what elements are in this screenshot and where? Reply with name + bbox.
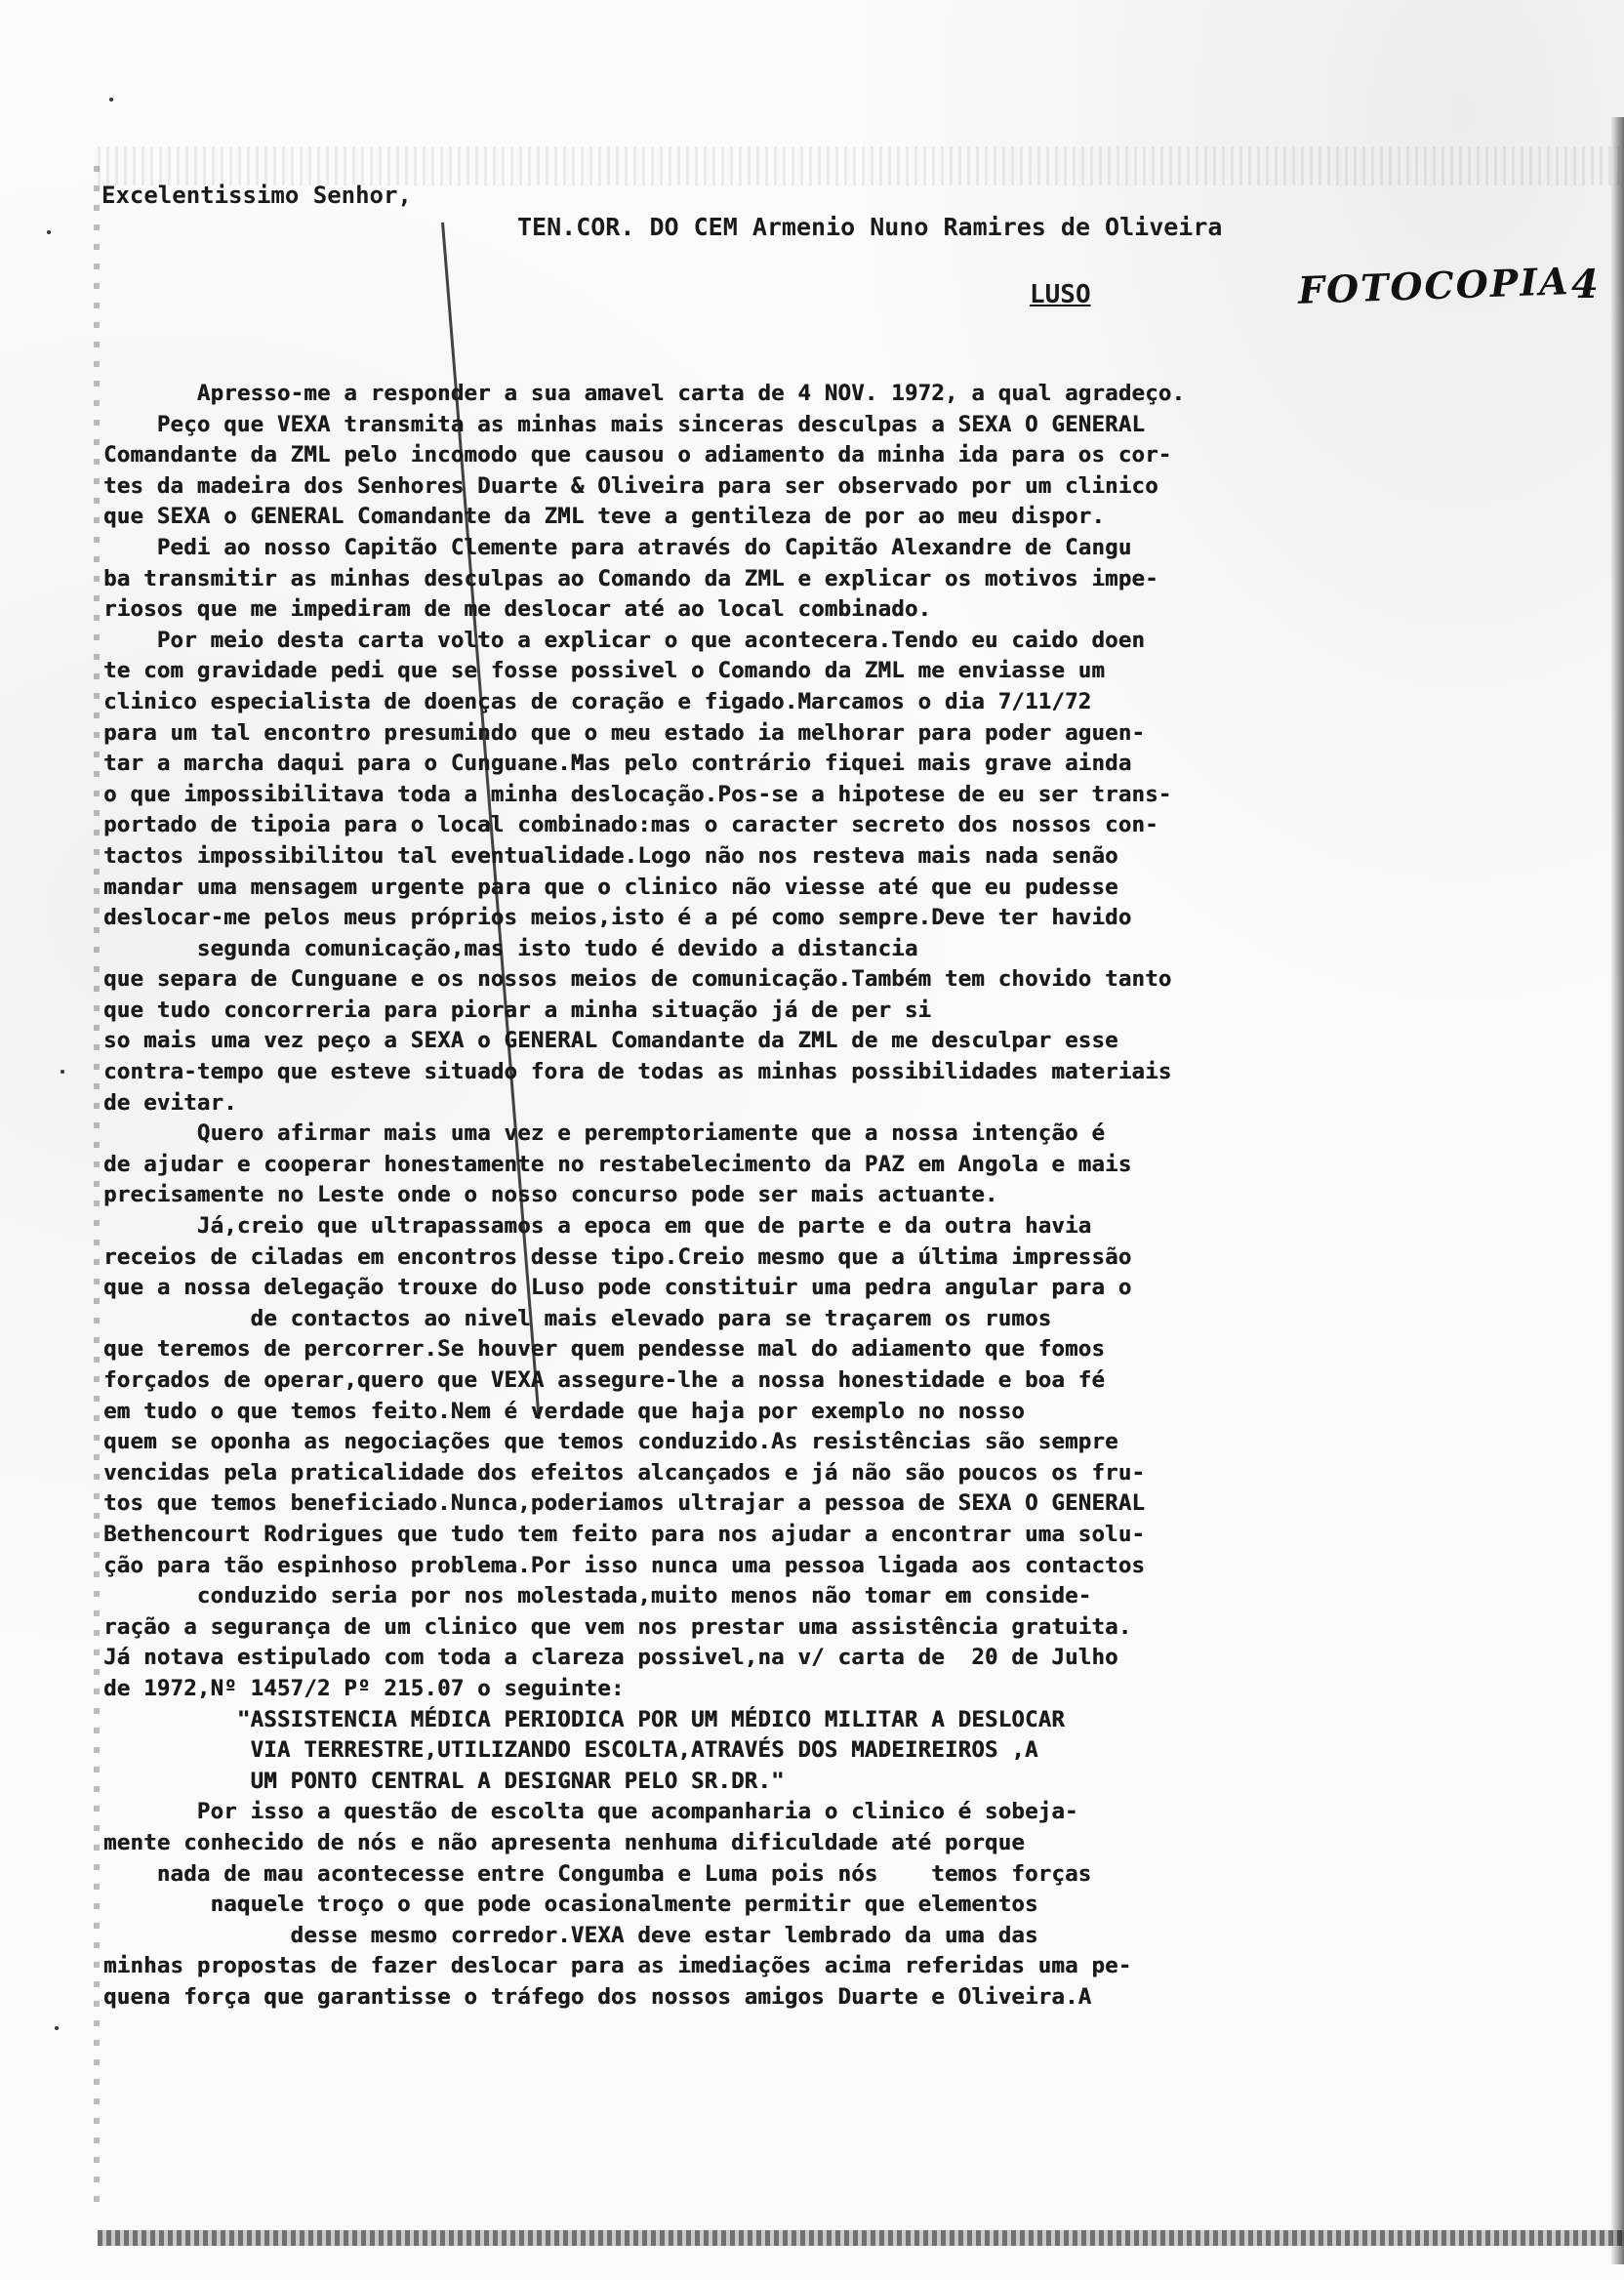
- letter-line: ba transmitir as minhas desculpas ao Comando da ZML e explicar os motivos impe-: [103, 565, 1158, 591]
- letter-line: "ASSISTENCIA MÉDICA PERIODICA POR UM MÉDICO MILITAR A DESLOCAR: [103, 1706, 1065, 1732]
- letter-line: segunda comunicação,mas isto tudo é devido a distancia: [103, 935, 918, 961]
- letter-line: que separa de Cunguane e os nossos meios de comunicação.Também tem chovido tanto: [103, 966, 1172, 993]
- scan-left-edge: [94, 166, 100, 2216]
- letter-line: te com gravidade pedi que se fosse possivel o Comando da ZML me enviasse um: [103, 658, 1106, 684]
- letter-line: Pedi ao nosso Capitão Clemente para através do Capitão Alexandre de Cangu: [103, 534, 1132, 560]
- letter-line: deslocar-me pelos meus próprios meios,isto é a pé como sempre.Deve ter havido: [103, 905, 1132, 931]
- letter-line: nada de mau acontecesse entre Congumba e Luma pois nós temos forças: [103, 1860, 1092, 1887]
- letter-line: que teremos de percorrer.Se houver quem pendesse mal do adiamento que fomos: [103, 1336, 1106, 1363]
- letter-line: quem se oponha as negociações que temos conduzido.As resistências são sempre: [103, 1429, 1118, 1455]
- letter-line: precisamente no Leste onde o nosso concurso pode ser mais actuante.: [103, 1182, 998, 1208]
- letter-line: portado de tipoia para o local combinado:mas o caracter secreto dos nossos con-: [103, 812, 1158, 838]
- addressee: TEN.COR. DO CEM Armenio Nuno Ramires de Oliveira: [517, 213, 1223, 241]
- scan-bottom-band: [98, 2230, 1624, 2246]
- letter-line: mandar uma mensagem urgente para que o clinico não viesse até que eu pudesse: [103, 874, 1118, 900]
- letter-line: receios de ciladas em encontros desse tipo.Creio mesmo que a última impressão: [103, 1243, 1132, 1270]
- photocopy-stamp: FOTOCOPIA: [1297, 259, 1571, 312]
- letter-line: riosos que me impediram de me deslocar até ao local combinado.: [103, 596, 932, 623]
- letter-line: tactos impossibilitou tal eventualidade.Logo não nos resteva mais nada senão: [103, 842, 1118, 869]
- scan-smudge: [98, 146, 1620, 185]
- scan-right-edge: [1610, 117, 1624, 2264]
- salutation: Excelentissimo Senhor,: [102, 182, 412, 209]
- letter-line: de evitar.: [103, 1089, 237, 1116]
- letter-line: para um tal encontro presumindo que o meu estado ia melhorar para poder aguen-: [103, 719, 1146, 746]
- letter-line: forçados de operar,quero que VEXA assegure-lhe a nossa honestidade e boa fé: [103, 1367, 1106, 1393]
- letter-line: ração a segurança de um clinico que vem nos prestar uma assistência gratuita.: [103, 1613, 1132, 1640]
- letter-line: que SEXA o GENERAL Comandante da ZML teve a gentileza de por ao meu dispor.: [103, 504, 1106, 530]
- letter-line: UM PONTO CENTRAL A DESIGNAR PELO SR.DR.": [103, 1768, 785, 1794]
- letter-line: mente conhecido de nós e não apresenta nenhuma dificuldade até porque: [103, 1829, 1025, 1855]
- letter-line: so mais uma vez peço a SEXA o GENERAL Comandante da ZML de me desculpar esse: [103, 1028, 1118, 1054]
- scan-dot: [61, 1070, 64, 1074]
- letter-line: de 1972,Nº 1457/2 Pº 215.07 o seguinte:: [103, 1675, 625, 1701]
- scan-dot: [55, 2026, 59, 2030]
- letter-line: naquele troço o que pode ocasionalmente permitir que elementos: [103, 1892, 1038, 1918]
- letter-body: [103, 379, 1606, 2013]
- letter-line: conduzido seria por nos molestada,muito menos não tomar em conside-: [103, 1583, 1092, 1609]
- letter-line: Já notava estipulado com toda a clareza possivel,na v/ carta de 20 de Julho: [103, 1645, 1118, 1671]
- scan-dot: [47, 230, 51, 234]
- letter-line: contra-tempo que esteve situado fora de todas as minhas possibilidades materiais: [103, 1059, 1172, 1085]
- scan-dot: [109, 98, 113, 102]
- letter-line: quena força que garantisse o tráfego dos nossos amigos Duarte e Oliveira.A: [103, 1983, 1092, 2010]
- letter-line: Apresso-me a responder a sua amavel carta de 4 NOV. 1972, a qual agradeço.: [103, 381, 1186, 406]
- photocopy-stamp-number: 4: [1571, 262, 1599, 307]
- letter-line: Por meio desta carta volto a explicar o que acontecera.Tendo eu caido doen: [103, 627, 1146, 653]
- letter-line: em tudo o que temos feito.Nem é verdade que haja por exemplo no nosso: [103, 1398, 1025, 1424]
- letter-line: vencidas pela praticalidade dos efeitos alcançados e já não são poucos os fru-: [103, 1459, 1146, 1486]
- letter-line: tar a marcha daqui para o Cunguane.Mas pelo contrário fiquei mais grave ainda: [103, 751, 1132, 777]
- letter-line: de contactos ao nivel mais elevado para se traçarem os rumos: [103, 1305, 1052, 1331]
- letter-line: desse mesmo corredor.VEXA deve estar lembrado da uma das: [103, 1922, 1038, 1948]
- letter-line: VIA TERRESTRE,UTILIZANDO ESCOLTA,ATRAVÉS DOS MADEIREIROS ,A: [103, 1737, 1038, 1764]
- letter-line: minhas propostas de fazer deslocar para as imediações acima referidas uma pe-: [103, 1953, 1132, 1979]
- letter-line: tes da madeira dos Senhores Duarte & Oliveira para ser observado por um clinico: [103, 472, 1158, 499]
- letter-line: Peço que VEXA transmita as minhas mais sinceras desculpas a SEXA O GENERAL: [103, 411, 1146, 437]
- letter-line: tos que temos beneficiado.Nunca,poderiamos ultrajar a pessoa de SEXA O GENERAL: [103, 1490, 1146, 1517]
- letter-line: Bethencourt Rodrigues que tudo tem feito para nos ajudar a encontrar uma solu-: [103, 1521, 1146, 1547]
- place-name: LUSO: [1030, 280, 1091, 309]
- letter-line: ção para tão espinhoso problema.Por isso nunca uma pessoa ligada aos contactos: [103, 1552, 1146, 1578]
- letter-line: Já,creio que ultrapassamos a epoca em que de parte e da outra havia: [103, 1213, 1092, 1240]
- letter-line: clinico especialista de doenças de coração e figado.Marcamos o dia 7/11/72: [103, 688, 1092, 714]
- letter-line: que tudo concorreria para piorar a minha situação já de per si: [103, 997, 932, 1023]
- letter-line: que a nossa delegação trouxe do Luso pode constituir uma pedra angular para o: [103, 1275, 1132, 1301]
- letter-line: de ajudar e cooperar honestamente no restabelecimento da PAZ em Angola e mais: [103, 1151, 1132, 1177]
- letter-line: o que impossibilitava toda a minha deslocação.Pos-se a hipotese de eu ser trans-: [103, 781, 1172, 807]
- letter-line: Por isso a questão de escolta que acompanharia o clinico é sobeja-: [103, 1799, 1078, 1825]
- letter-line: Quero afirmar mais uma vez e peremptoriamente que a nossa intenção é: [103, 1120, 1106, 1147]
- letter-line: Comandante da ZML pelo incomodo que causou o adiamento da minha ida para os cor-: [103, 442, 1172, 468]
